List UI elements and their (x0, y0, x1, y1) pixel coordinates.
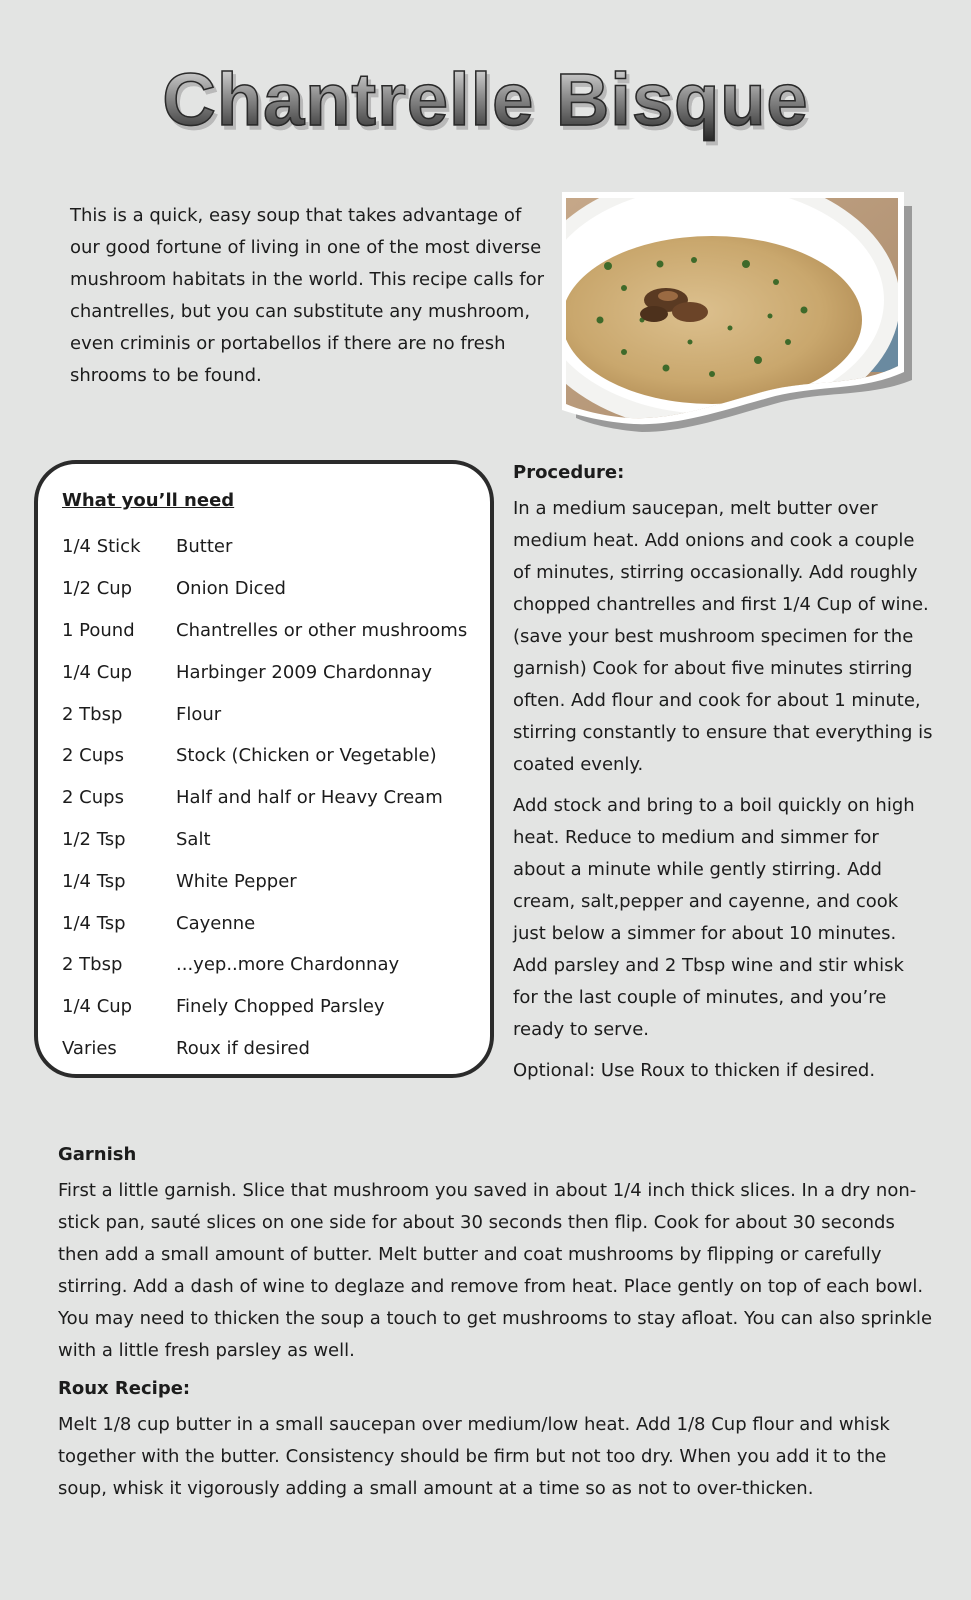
ingredient-qty: 1/2 Cup (62, 578, 133, 600)
ingredient-qty: 2 Cups (62, 787, 124, 809)
ingredient-row (62, 944, 467, 986)
ingredient-row (62, 777, 467, 819)
ingredient-name: ...yep..more Chardonnay (176, 954, 400, 976)
roux-title: Roux Recipe: (58, 1378, 191, 1399)
ingredient-name: Cayenne (176, 912, 256, 934)
ingredient-name: Onion Diced (176, 578, 286, 600)
ingredients-title: What you’ll need (62, 490, 235, 511)
ingredient-qty: 2 Cups (62, 745, 124, 767)
ingredient-row (62, 568, 467, 610)
garnish-and-roux-section (58, 1142, 934, 1514)
ingredient-row (62, 819, 467, 861)
ingredient-name: Flour (176, 703, 222, 725)
ingredient-row (62, 860, 467, 902)
ingredient-name: Stock (Chicken or Vegetable) (176, 745, 437, 767)
ingredient-qty: 1/4 Tsp (62, 912, 126, 934)
procedure-optional-note: Optional: Use Roux to thicken if desired. (513, 1060, 876, 1081)
ingredient-row (62, 610, 467, 652)
ingredient-name: Harbinger 2009 Chardonnay (176, 661, 432, 683)
ingredient-row (62, 1028, 467, 1070)
ingredient-row (62, 986, 467, 1028)
ingredient-name: Finely Chopped Parsley (176, 996, 385, 1018)
procedure-title: Procedure: (513, 462, 625, 483)
ingredient-qty: 1/4 Stick (62, 536, 141, 558)
ingredient-qty: 2 Tbsp (62, 954, 123, 976)
procedure-step-paragraph: In a medium saucepan, melt butter over medium heat. Add onions and cook a couple of minutes, stirring occasionally. Add roughly chopped chantrelles and first 1/4 Cup of wine. (save your best mushroom specimen for the garnish) Cook for about five minutes stirring often. Add flour and cook for about 1 minute, stirring constantly to ensure that everything is coated evenly. (513, 498, 933, 775)
ingredient-row (62, 902, 467, 944)
ingredient-row (62, 735, 467, 777)
ingredient-name: Half and half or Heavy Cream (176, 787, 443, 809)
garnish-title: Garnish (58, 1144, 137, 1165)
ingredient-qty: 1/4 Cup (62, 661, 133, 683)
ingredient-name: Roux if desired (176, 1037, 310, 1059)
intro-paragraph: This is a quick, easy soup that takes advantage of our good fortune of living in one of the most diverse mushroom habitats in the world. This recipe calls for chantrelles, but you can substitute any mushroom, even criminis or portabellos if there are no fresh shrooms to be found. (70, 205, 545, 386)
ingredient-name: Salt (176, 828, 211, 850)
bowl-of-soup-photo (562, 192, 924, 442)
ingredients-list (62, 526, 467, 1069)
ingredients-card (34, 460, 494, 1078)
page-title: Chantrelle Bisque (0, 55, 971, 145)
ingredient-qty: 1/2 Tsp (62, 828, 126, 850)
ingredient-name: White Pepper (176, 870, 297, 892)
roux-paragraph: Melt 1/8 cup butter in a small saucepan over medium/low heat. Add 1/8 Cup flour and whisk together with the butter. Consistency should be firm but not too dry. When you add it to the soup, whisk it vigorously adding a small amount at a time so as not to over-thicken. (58, 1414, 890, 1499)
procedure-step-paragraph: Add stock and bring to a boil quickly on high heat. Reduce to medium and simmer for about a minute while gently stirring. Add cream, salt,pepper and cayenne, and cook just below a simmer for about 10 minutes. Add parsley and 2 Tbsp wine and stir whisk for the last couple of minutes, and you’re ready to serve. (513, 795, 915, 1040)
ingredient-name: Butter (176, 536, 233, 558)
procedure-section (513, 460, 933, 1096)
ingredient-name: Chantrelles or other mushrooms (176, 619, 468, 641)
ingredient-qty: 2 Tbsp (62, 703, 123, 725)
garnish-paragraph: First a little garnish. Slice that mushroom you saved in about 1/4 inch thick slices. In a dry non-stick pan, sauté slices on one side for about 30 seconds then flip. Cook for about 30 seconds then add a small amount of butter. Melt butter and coat mushrooms by flipping or carefully stirring. Add a dash of wine to deglaze and remove from heat. Place gently on top of each bowl. You may need to thicken the soup a touch to get mushrooms to stay afloat. You can also sprinkle with a little fresh parsley as well. (58, 1180, 933, 1361)
ingredient-row (62, 693, 467, 735)
ingredient-qty: 1/4 Tsp (62, 870, 126, 892)
ingredient-qty: 1 Pound (62, 619, 135, 641)
ingredient-row (62, 651, 467, 693)
ingredient-row (62, 526, 467, 568)
ingredient-qty: Varies (62, 1037, 117, 1059)
ingredient-qty: 1/4 Cup (62, 996, 133, 1018)
